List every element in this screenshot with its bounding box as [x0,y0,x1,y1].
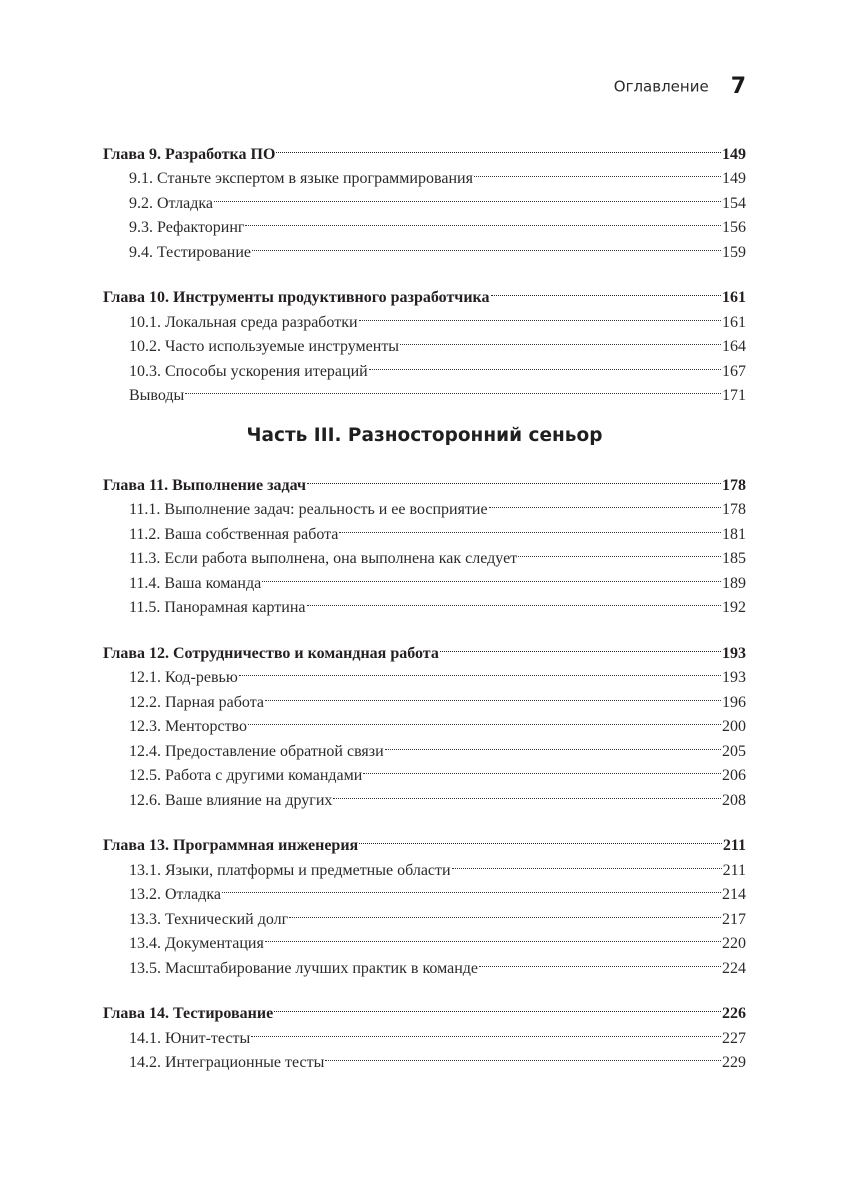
toc-entry-page: 167 [722,362,746,380]
toc-entry-page: 181 [722,525,746,543]
toc-entry-label: 11.5. Панорамная картина [129,599,306,616]
dot-leader [307,465,721,490]
toc-entry-label: 10.3. Способы ускорения итераций [129,362,368,380]
dot-leader [252,232,721,257]
dot-leader [452,850,722,875]
toc-chapter-entry[interactable] [103,278,746,306]
toc-entry-label: 11.2. Ваша собственная работа [129,525,339,543]
toc-entry-page: 220 [722,935,746,952]
toc-chapter-group [103,465,746,616]
dot-leader [185,376,721,401]
toc-entry-page: 149 [722,170,746,187]
dot-leader [274,994,721,1019]
toc-entry-page: 200 [722,718,746,735]
dot-leader [307,588,721,613]
toc-entry-page: 192 [722,599,746,616]
toc-entry-page: 205 [722,742,746,760]
toc-entry-label: 10.2. Часто используемые инструменты [129,338,400,355]
toc-entry-label: 13.4. Документация [129,935,264,952]
toc-entry-page: 217 [722,910,746,928]
toc-entry-label: Глава 12. Сотрудничество и командная работа [103,644,439,662]
dot-leader [359,302,721,327]
page-number: 7 [730,74,746,99]
toc-entry-label: 13.3. Технический долг [129,910,289,928]
toc-entry-label: 11.1. Выполнение задач: реальность и ее восприятие [129,501,488,518]
toc-entry-label: Глава 11. Выполнение задач [103,476,307,494]
toc-entry-label: 13.1. Языки, платформы и предметные области [129,861,451,879]
toc-entry-label: 9.3. Рефакторинг [129,219,245,236]
toc-chapter-entry[interactable] [103,633,746,662]
toc-entry-label: 9.1. Станьте экспертом в языке программирования [129,170,473,187]
toc-entry-page: 161 [722,313,746,331]
toc-entry-label: 11.3. Если работа выполнена, она выполнена как следует [129,550,518,567]
dot-leader [440,633,721,658]
toc-chapter-group [103,994,746,1071]
toc-entry-label: Глава 9. Разработка ПО [103,145,276,163]
dot-leader [276,134,721,159]
toc-entry-label: 9.2. Отладка [129,194,214,212]
toc-entry-label: 14.2. Интеграционные тесты [129,1054,325,1071]
toc-entry-page: 206 [722,767,746,784]
toc-entry-label: 12.1. Код-ревью [129,669,238,686]
toc-entry-page: 227 [722,1029,746,1047]
dot-leader [479,948,721,973]
toc-entry-page: 154 [722,194,746,212]
dot-leader [214,183,721,208]
dot-leader [239,658,721,683]
running-header [0,74,746,99]
toc-chapter-group [103,633,746,809]
toc-chapter-entry[interactable] [103,826,746,854]
dot-leader [359,826,722,851]
toc-groups-before-part [103,134,746,404]
toc-entry-page: 226 [722,1005,746,1022]
toc-entry-page: 196 [722,693,746,711]
toc-entry-page: 156 [722,219,746,236]
part-title: Часть III. Разносторонний сеньор [246,425,603,446]
toc-entry-label: 12.4. Предоставление обратной связи [129,742,384,760]
toc-entry-page: 149 [722,145,746,163]
toc-entry-label: 12.5. Работа с другими командами [129,767,363,784]
dot-leader [245,208,721,233]
toc-entry-label: 12.2. Парная работа [129,693,264,711]
toc-chapter-entry[interactable] [103,134,746,163]
toc-chapter-entry[interactable] [103,465,746,494]
toc-entry-page: 164 [722,338,746,355]
dot-leader [325,1043,721,1068]
dot-leader [333,780,721,805]
toc-entry-page: 185 [722,550,746,567]
toc-entry-label: 13.2. Отладка [129,886,222,903]
toc-entry-label: 13.5. Масштабирование лучших практик в команде [129,959,479,977]
toc-entry-label: 10.1. Локальная среда разработки [129,313,358,331]
toc-entry-label: 11.4. Ваша команда [129,574,262,592]
toc-section-entry[interactable] [103,376,746,404]
running-header-title: Оглавление [613,77,709,96]
toc-entry-page: 208 [722,791,746,809]
toc-chapter-entry[interactable] [103,994,746,1022]
dot-leader [489,490,721,515]
dot-leader [265,682,721,707]
toc-entry-page: 214 [722,886,746,903]
dot-leader [369,351,721,376]
dot-leader [491,278,721,303]
dot-leader [339,514,721,539]
dot-leader [363,756,721,781]
dot-leader [518,539,721,564]
toc-entry-page: 189 [722,574,746,592]
dot-leader [251,1018,721,1043]
dot-leader [248,707,721,732]
toc-entry-label: 14.1. Юнит-тесты [129,1029,251,1047]
toc-entry-page: 178 [722,501,746,518]
toc-entry-label: 12.3. Менторство [129,718,247,735]
toc-entry-page: 161 [722,289,746,306]
dot-leader [474,159,721,184]
toc-groups-after-part [103,465,746,1071]
dot-leader [289,899,721,924]
toc-entry-page: 229 [722,1054,746,1071]
toc-entry-label: Глава 10. Инструменты продуктивного разработчика [103,289,490,306]
dot-leader [262,563,721,588]
toc-entry-label: Выводы [129,387,185,404]
toc-entry-page: 193 [722,644,746,662]
toc-entry-page: 178 [722,476,746,494]
toc-entry-page: 224 [722,959,746,977]
dot-leader [385,731,721,756]
toc-entry-page: 193 [722,669,746,686]
toc-entry-page: 171 [722,387,746,404]
dot-leader [265,924,721,949]
toc-chapter-group [103,826,746,977]
dot-leader [400,327,721,352]
toc-entry-label: 12.6. Ваше влияние на других [129,791,333,809]
toc-entry-page: 211 [722,837,746,854]
toc-entry-label: 9.4. Тестирование [129,243,251,261]
toc-entry-page: 211 [722,861,746,879]
dot-leader [222,875,721,900]
toc-chapter-group [103,134,746,261]
toc-chapter-group [103,278,746,404]
toc-entry-page: 159 [722,243,746,261]
toc-entry-label: Глава 13. Программная инженерия [103,837,359,854]
table-of-contents [103,134,746,1088]
toc-entry-label: Глава 14. Тестирование [103,1005,274,1022]
